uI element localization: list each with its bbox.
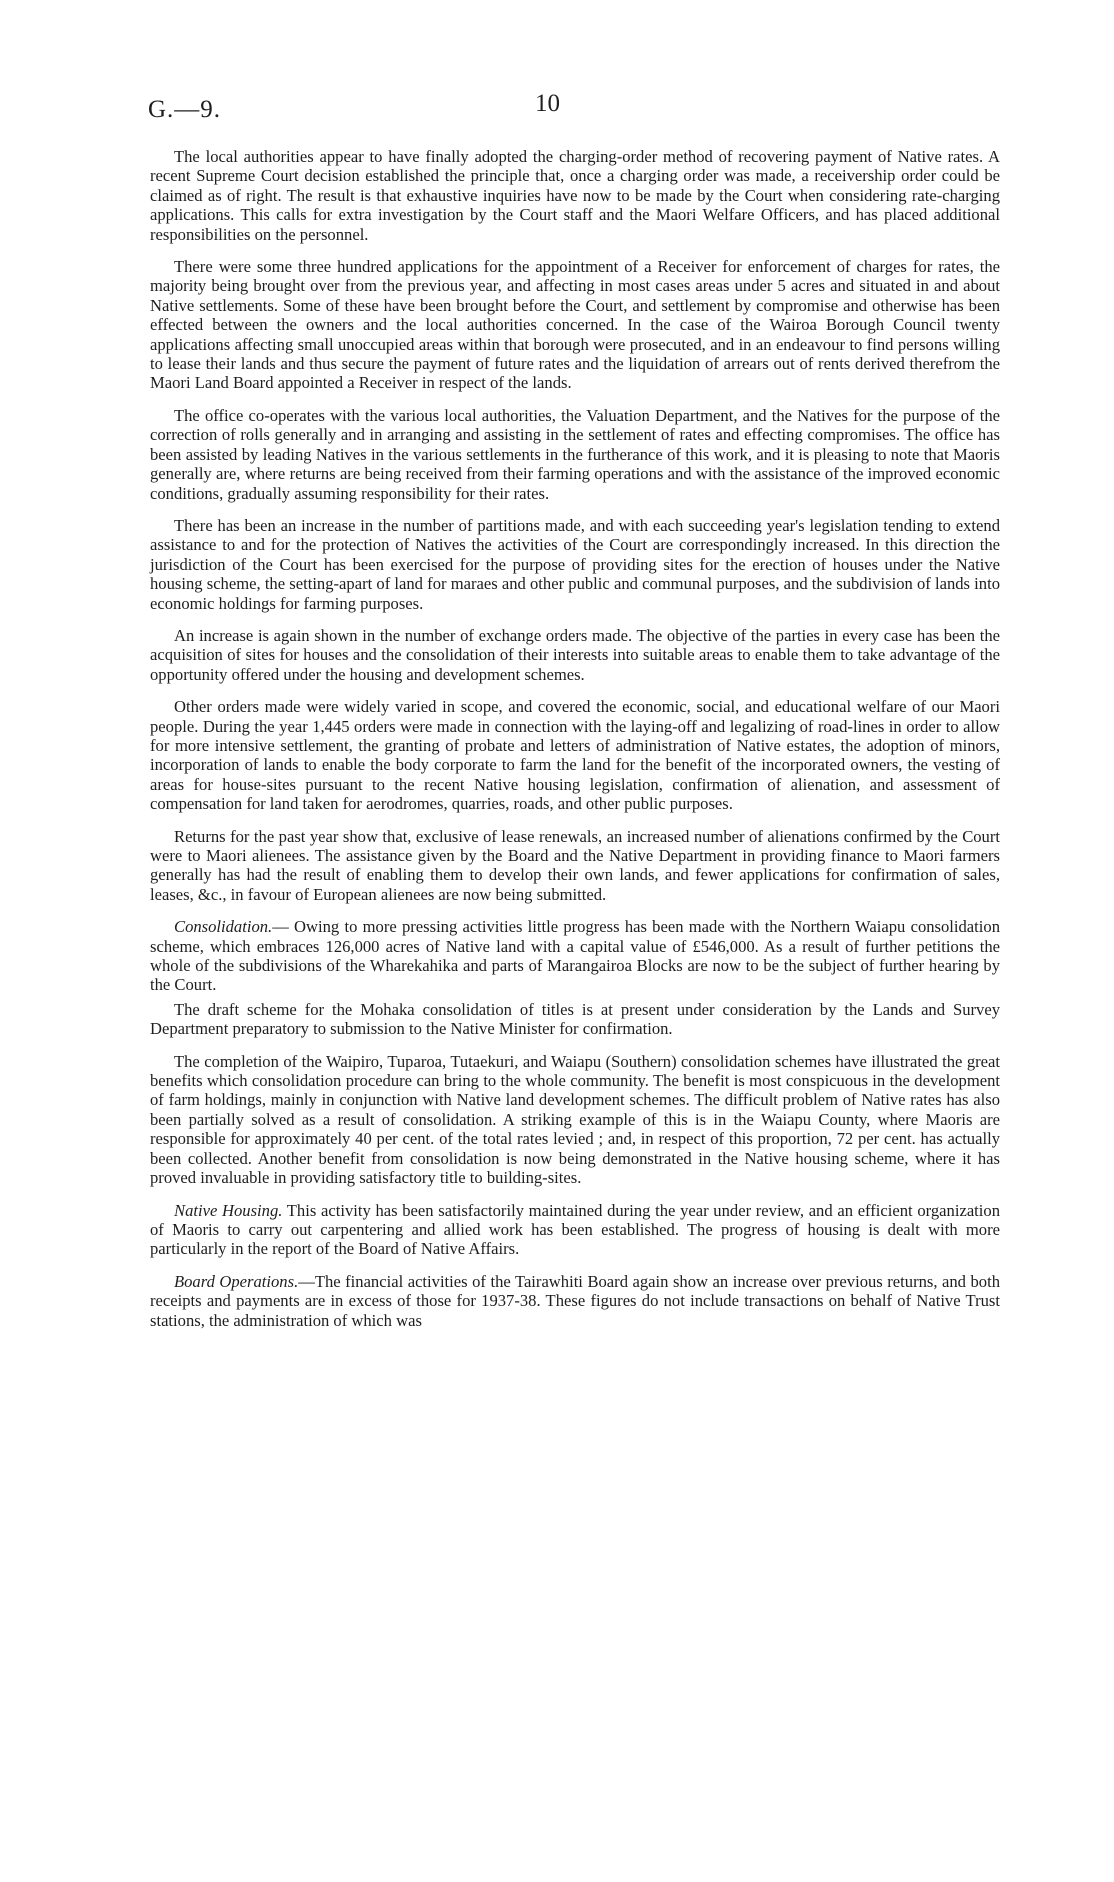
- paragraph: There has been an increase in the number of partitions made, and with each succeeding year's legislation tending to extend assistance to and for the protection of Natives the activities of the Court are correspondingly increased. In this direction the jurisdiction of the Court has been exercised for the purpose of providing sites for the erection of houses under the Native housing scheme, the setting-apart of land for maraes and other public and communal purposes, and the subdivision of lands into economic holdings for farming purposes.: [150, 515, 1000, 613]
- paragraph: There were some three hundred applications for the appointment of a Receiver for enforcement of charges for rates, the majority being brought over from the previous year, and affecting in most cases areas under 5 acres and situated in and about Native settlements. Some of these have been brought before the Court, and settlement by compromise and otherwise has been effected between the owners and the local authorities concerned. In the case of the Wairoa Borough Council twenty applications affecting small unoccupied areas within that borough were prosecuted, and in an endeavour to find persons willing to lease their lands and thus secure the payment of future rates and the liquidation of arrears out of rents derived therefrom the Maori Land Board appointed a Receiver in respect of the lands.: [150, 257, 1000, 393]
- paragraph: The office co-operates with the various local authorities, the Valuation Department, and the Natives for the purpose of the correction of rolls generally and in arranging and assisting in the settlement of rates and effecting compromises. The office has been assisted by leading Natives in the various settlements in the furtherance of this work, and it is pleasing to note that Maoris generally are, where returns are being received from their farming operations and with the assistance of the improved economic conditions, gradually assuming responsibility for their rates.: [150, 405, 1000, 503]
- document-reference: G.—9.: [148, 96, 222, 123]
- board-operations-text: —The financial activities of the Tairawhiti Board again show an increase over previous returns, and both receipts and payments are in excess of those for 1937-38. These figures do not include transactions on behalf of Native Trust stations, the administration of which was: [150, 1271, 1000, 1330]
- board-operations-heading: Board Operations.: [174, 1271, 299, 1291]
- consolidation-text: — Owing to more pressing activities little progress has been made with the Northern Waiapu consolidation scheme, which embraces 126,000 acres of Native land with a capital value of £546,000. As a result of further petitions the whole of the subdivisions of the Wharekahika and parts of Marangairoa Blocks are now to be the subject of further hearing by the Court.: [150, 917, 1000, 995]
- paragraph: Other orders made were widely varied in scope, and covered the economic, social, and educational welfare of our Maori people. During the year 1,445 orders were made in connection with the laying-off and legalizing of road-lines in order to allow for more intensive settlement, the granting of probate and letters of administration of Native estates, the adoption of minors, incorporation of lands to enable the body corporate to farm the land for the benefit of the incorporated owners, the vesting of areas for house-sites pursuant to the recent Native housing legislation, confirmation of alienation, and assessment of compensation for land taken for aerodromes, quarries, roads, and other public purposes.: [150, 697, 1000, 814]
- paragraph: The draft scheme for the Mohaka consolidation of titles is at present under consideration by the Lands and Survey Department preparatory to submission to the Native Minister for confirmation.: [150, 999, 1000, 1039]
- paragraph: The local authorities appear to have finally adopted the charging-order method of recovering payment of Native rates. A recent Supreme Court decision established the principle that, once a charging order was made, a receivership order could be claimed as of right. The result is that exhaustive inquiries have now to be made by the Court when considering rate-charging applications. This calls for extra investigation by the Court staff and the Maori Welfare Officers, and has placed additional responsibilities on the personnel.: [150, 147, 1000, 244]
- paragraph: An increase is again shown in the number of exchange orders made. The objective of the parties in every case has been the acquisition of sites for houses and the consolidation of their interests into suitable areas to enable them to take advantage of the opportunity offered under the housing and development schemes.: [150, 625, 1000, 684]
- native-housing-paragraph: [150, 1201, 1000, 1259]
- document-body: [150, 147, 1000, 1343]
- paragraph: The completion of the Waipiro, Tuparoa, Tutaekuri, and Waiapu (Southern) consolidation schemes have illustrated the great benefits which consolidation procedure can bring to the whole community. The benefit is most conspicuous in the development of farm holdings, mainly in conjunction with Native land development schemes. The difficult problem of Native rates has also been partially solved as a result of consolidation. A striking example of this is in the Waiapu County, where Maoris are responsible for approximately 40 per cent. of the total rates levied ; and, in respect of this proportion, 72 per cent. has actually been collected. Another benefit from consolidation is now being demonstrated in the Native housing scheme, where it has proved invaluable in providing satisfactory title to building-sites.: [150, 1051, 1000, 1188]
- page-number: 10: [535, 90, 560, 117]
- paragraph: Returns for the past year show that, exclusive of lease renewals, an increased number of alienations confirmed by the Court were to Maori alienees. The assistance given by the Board and the Native Department in providing finance to Maori farmers generally has had the result of enabling them to develop their own lands, and fewer applications for confirmation of sales, leases, &c., in favour of European alienees are now being submitted.: [150, 826, 1000, 904]
- consolidation-heading: Consolidation.: [174, 917, 273, 937]
- consolidation-paragraph: [150, 917, 1000, 995]
- native-housing-heading: Native Housing.: [174, 1200, 283, 1220]
- board-operations-paragraph: [150, 1272, 1000, 1330]
- native-housing-text: This activity has been satisfactorily maintained during the year under review, and an efficient organization of Maoris to carry out carpentering and allied work has been established. The progress of housing is dealt with more particularly in the report of the Board of Native Affairs.: [150, 1200, 1000, 1259]
